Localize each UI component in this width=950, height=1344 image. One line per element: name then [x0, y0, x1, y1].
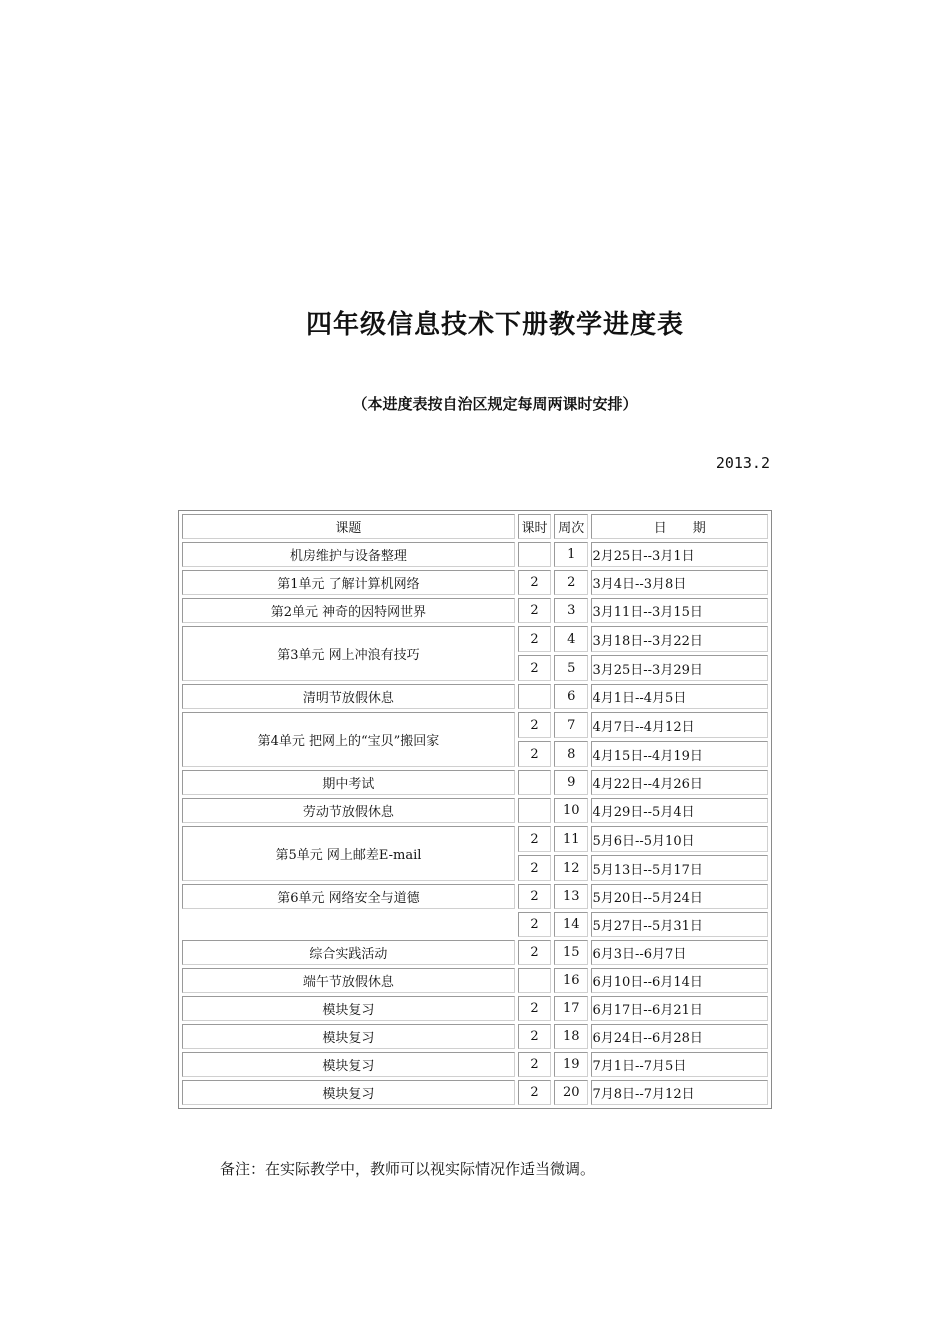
- topic-cell: 劳动节放假休息: [182, 798, 515, 823]
- hours-cell: [518, 798, 551, 823]
- hours-cell: [518, 684, 551, 709]
- table-row: [182, 1024, 768, 1049]
- topic-cell: 第4单元 把网上的“宝贝”搬回家: [182, 712, 515, 767]
- week-cell: 17: [554, 996, 588, 1021]
- table-header-row: [182, 514, 768, 539]
- document-date: 2013.2: [715, 454, 770, 472]
- week-cell: 8: [554, 741, 588, 767]
- topic-cell: 模块复习: [182, 1080, 515, 1105]
- date-cell: 3月25日--3月29日: [591, 655, 768, 681]
- topic-cell: 第3单元 网上冲浪有技巧: [182, 626, 515, 681]
- table-row: [182, 884, 768, 909]
- topic-cell: 模块复习: [182, 1052, 515, 1077]
- date-cell: 5月6日--5月10日: [591, 826, 768, 852]
- week-cell: 7: [554, 712, 588, 738]
- week-cell: 14: [554, 912, 588, 937]
- document-subtitle: （本进度表按自治区规定每周两课时安排）: [352, 395, 638, 413]
- table-row: [182, 770, 768, 795]
- date-cell: 4月15日--4月19日: [591, 741, 768, 767]
- week-cell: 19: [554, 1052, 588, 1077]
- table-row: [182, 712, 768, 738]
- topic-cell: 模块复习: [182, 1024, 515, 1049]
- date-cell: 4月7日--4月12日: [591, 712, 768, 738]
- hours-cell: 2: [518, 884, 551, 909]
- topic-cell: 第2单元 神奇的因特网世界: [182, 598, 515, 623]
- week-cell: 16: [554, 968, 588, 993]
- date-cell: 3月18日--3月22日: [591, 626, 768, 652]
- date-cell: 4月29日--5月4日: [591, 798, 768, 823]
- topic-cell: 第5单元 网上邮差E-mail: [182, 826, 515, 881]
- date-cell: 7月1日--7月5日: [591, 1052, 768, 1077]
- hours-cell: 2: [518, 655, 551, 681]
- hours-cell: 2: [518, 1052, 551, 1077]
- topic-cell: 机房维护与设备整理: [182, 542, 515, 567]
- table-row: [182, 626, 768, 652]
- week-cell: 15: [554, 940, 588, 965]
- hours-cell: 2: [518, 570, 551, 595]
- date-cell: 2月25日--3月1日: [591, 542, 768, 567]
- header-topic: 课题: [182, 514, 515, 539]
- week-cell: 5: [554, 655, 588, 681]
- topic-cell: 模块复习: [182, 996, 515, 1021]
- hours-cell: [518, 542, 551, 567]
- date-cell: 3月11日--3月15日: [591, 598, 768, 623]
- hours-cell: 2: [518, 996, 551, 1021]
- header-date: 日 期: [591, 514, 768, 539]
- header-hours: 课时: [518, 514, 551, 539]
- week-cell: 9: [554, 770, 588, 795]
- date-cell: 3月4日--3月8日: [591, 570, 768, 595]
- hours-cell: 2: [518, 712, 551, 738]
- table-row: [182, 996, 768, 1021]
- week-cell: 6: [554, 684, 588, 709]
- date-cell: 4月22日--4月26日: [591, 770, 768, 795]
- week-cell: 4: [554, 626, 588, 652]
- date-cell: 5月27日--5月31日: [591, 912, 768, 937]
- topic-cell: 第1单元 了解计算机网络: [182, 570, 515, 595]
- table-row: [182, 598, 768, 623]
- date-cell: 6月10日--6月14日: [591, 968, 768, 993]
- date-cell: 6月24日--6月28日: [591, 1024, 768, 1049]
- date-cell: 6月3日--6月7日: [591, 940, 768, 965]
- date-cell: 5月20日--5月24日: [591, 884, 768, 909]
- remark-note: 备注：在实际教学中，教师可以视实际情况作适当微调。: [220, 1160, 596, 1178]
- date-cell: 5月13日--5月17日: [591, 855, 768, 881]
- table-row: [182, 798, 768, 823]
- week-cell: 2: [554, 570, 588, 595]
- topic-cell: 期中考试: [182, 770, 515, 795]
- hours-cell: 2: [518, 626, 551, 652]
- week-cell: 10: [554, 798, 588, 823]
- topic-cell: 端午节放假休息: [182, 968, 515, 993]
- hours-cell: 2: [518, 741, 551, 767]
- week-cell: 13: [554, 884, 588, 909]
- table-row: [182, 570, 768, 595]
- week-cell: 12: [554, 855, 588, 881]
- week-cell: 18: [554, 1024, 588, 1049]
- hours-cell: 2: [518, 1080, 551, 1105]
- header-week: 周次: [554, 514, 588, 539]
- table-row: [182, 940, 768, 965]
- hours-cell: 2: [518, 940, 551, 965]
- topic-cell: 综合实践活动: [182, 940, 515, 965]
- schedule-table: [178, 510, 772, 1109]
- hours-cell: 2: [518, 826, 551, 852]
- week-cell: 20: [554, 1080, 588, 1105]
- hours-cell: 2: [518, 855, 551, 881]
- table-row: [182, 968, 768, 993]
- date-cell: 6月17日--6月21日: [591, 996, 768, 1021]
- hours-cell: [518, 968, 551, 993]
- table-row: [182, 826, 768, 852]
- table-row: [182, 1052, 768, 1077]
- week-cell: 11: [554, 826, 588, 852]
- hours-cell: 2: [518, 912, 551, 937]
- hours-cell: [518, 770, 551, 795]
- week-cell: 3: [554, 598, 588, 623]
- date-cell: 4月1日--4月5日: [591, 684, 768, 709]
- hours-cell: 2: [518, 1024, 551, 1049]
- date-cell: 7月8日--7月12日: [591, 1080, 768, 1105]
- table-row: [182, 1080, 768, 1105]
- topic-cell: 清明节放假休息: [182, 684, 515, 709]
- week-cell: 1: [554, 542, 588, 567]
- topic-cell: 第6单元 网络安全与道德: [182, 884, 515, 909]
- table-row: [182, 542, 768, 567]
- hours-cell: 2: [518, 598, 551, 623]
- topic-cell: [182, 912, 515, 937]
- document-title: 四年级信息技术下册教学进度表: [305, 310, 684, 340]
- table-row: [182, 912, 768, 937]
- table-row: [182, 684, 768, 709]
